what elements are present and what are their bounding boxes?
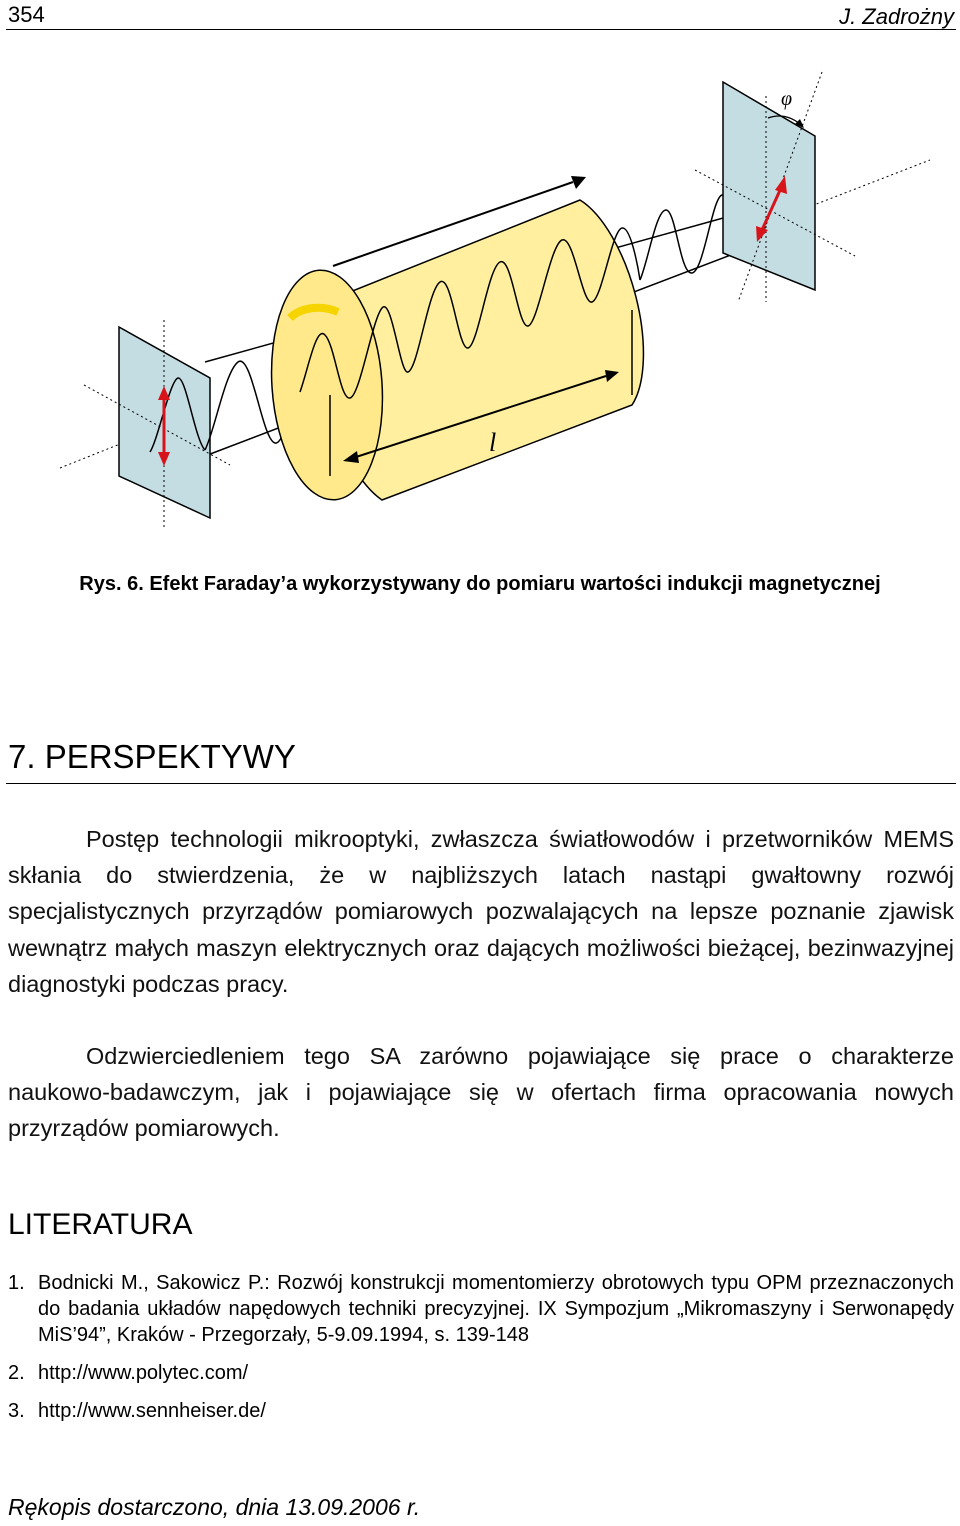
reference-list <box>8 1270 954 1436</box>
header-rule <box>6 29 956 30</box>
reference-item <box>8 1398 954 1424</box>
reference-link[interactable]: http://www.sennheiser.de/ <box>38 1400 266 1422</box>
propagation-arrowhead <box>571 176 586 189</box>
running-author: J. Zadrożny <box>839 4 954 29</box>
faraday-effect-figure <box>0 60 960 540</box>
paragraph-1: Postęp technologii mikrooptyki, zwłaszcza światłowodów i przetworników MEMS skłania do stwierdzenia, że w najbliższych latach nastąpi gwałtowny rozwój specjalistycznych przyrządów pomiarowych pozwalających na lepsze poznanie zjawisk wewnątrz małych maszyn elektrycznych oraz dających możliwości bieżącej, bezinwazyjnej diagnostyki podczas pracy. <box>8 826 954 997</box>
reference-number: 1. <box>8 1272 25 1294</box>
figure-caption: Rys. 6. Efekt Faraday’a wykorzystywany do pomiaru wartości indukcji magnetycznej <box>79 573 881 595</box>
reference-item <box>8 1270 954 1348</box>
phi-label: φ <box>781 88 793 110</box>
reference-number: 3. <box>8 1400 25 1422</box>
reference-item <box>8 1360 954 1386</box>
section-heading: 7. PERSPEKTYWY <box>8 738 296 775</box>
manuscript-received-note: Rękopis dostarczono, dnia 13.09.2006 r. <box>8 1494 421 1520</box>
section-rule <box>6 783 956 784</box>
reference-text: Bodnicki M., Sakowicz P.: Rozwój konstrukcji momentomierzy obrotowych typu OPM przeznaczonych do badania układów napędowych techniki precyzyjnej. IX Sympozjum „Mikromaszyny i Serwonapędy MiS’94”, Kraków - Przegorzały, 5-9.09.1994, s. 139-148 <box>38 1272 954 1346</box>
reference-number: 2. <box>8 1362 25 1384</box>
length-label: l <box>489 428 497 457</box>
reference-link[interactable]: http://www.polytec.com/ <box>38 1362 249 1384</box>
literature-heading: LITERATURA <box>8 1208 193 1241</box>
page-header <box>0 0 960 30</box>
right-analyzer-plate <box>723 82 815 290</box>
page-number: 354 <box>8 2 45 27</box>
paragraph-2: Odzwierciedleniem tego SA zarówno pojawiające się prace o charakterze naukowo-badawczym, jak i pojawiające się w ofertach firma opracowania nowych przyrządów pomiarowych. <box>8 1043 954 1142</box>
